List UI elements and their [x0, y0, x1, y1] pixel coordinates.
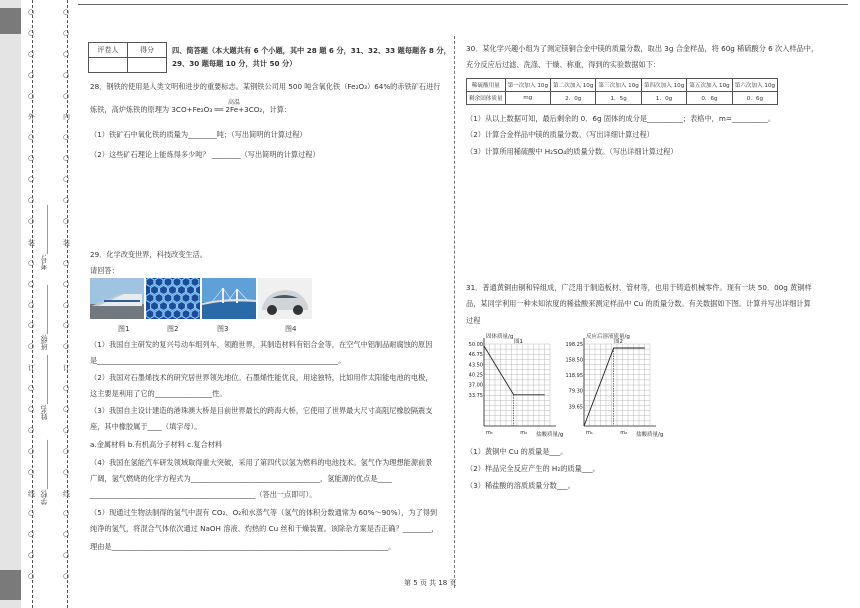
section-heading-1: 四、简答题（本大题共有 6 个小题，其中 28 题 6 分，31、32、33 题每题各 8 分， — [172, 46, 451, 55]
table-header-cell: 第一次加入 10g — [505, 79, 550, 92]
name-field: 姓名:______________ — [40, 355, 48, 421]
binding-mark: 线 — [28, 489, 35, 498]
car-image — [258, 278, 312, 319]
q29-sub3-options: a.金属材料 b.有机高分子材料 c.复合材料 — [90, 440, 223, 449]
binding-mark: ○ — [63, 384, 70, 393]
bridge-image — [202, 278, 256, 319]
y-tick-label: 37.00 — [468, 382, 483, 389]
score-head-grader: 评卷人 — [89, 43, 128, 58]
q29-sub4-b: 广阔，氢气燃烧的化学方程式为____________________________________，氢能源的优点是____ — [90, 474, 392, 483]
table-cell: 1．5g — [596, 92, 641, 105]
binding-mark: ○ — [28, 404, 35, 413]
q31-sub3: （3）稀盐酸的溶质质量分数___。 — [466, 481, 575, 490]
binding-mark: ○ — [63, 551, 70, 560]
binding-mark: ○ — [63, 216, 70, 225]
q29-sub2-a: （2）我国对石墨烯技术的研究居世界领先地位。石墨烯性能优良，用途独特，比如用作太阳能电池的电极， — [90, 373, 433, 382]
binding-mark: 外 — [28, 113, 35, 122]
q31-sub2: （2）样品完全反应产生的 H₂的质量___。 — [466, 464, 600, 473]
q29-sub5-c: 理由是_____________________________________________________________________________。 — [90, 542, 396, 551]
binding-mark: ○ — [28, 279, 35, 288]
q31-stem: 31．普通黄铜由铜和锌组成，广泛用于制造板材、管材等，也用于铸造机械零件。现有一块 50．00g 黄铜样 — [466, 283, 812, 292]
binding-mark: ○ — [28, 572, 35, 581]
caption-fig3: 图3 — [217, 325, 229, 333]
x-tick-label: m₂ — [620, 430, 628, 436]
binding-mark: ○ — [63, 91, 70, 100]
binding-mark: ○ — [63, 572, 70, 581]
q30-stem: 30．某化学兴趣小组为了测定镁铜合金中镁的质量分数，取出 3g 合金样品，将 60g 稀硫酸分 6 次入样品中， — [466, 44, 819, 53]
binding-mark: ○ — [63, 446, 70, 455]
table-cell: 0．6g — [687, 92, 732, 105]
binding-mark: ○ — [63, 28, 70, 37]
q29-sub4-c: ______________________________________________（答出一点即可）。 — [90, 490, 317, 499]
series-line — [484, 346, 545, 395]
binding-strip-bottom-block — [0, 570, 21, 600]
q28-sub2: （2）这些矿石理论上能炼得多少吨？ ________（写出简明的计算过程） — [90, 150, 320, 159]
binding-mark: ○ — [28, 175, 35, 184]
q29-sub5-a: （5）现通过生物法制得的氢气中混有 CO₂、O₂和水蒸气等（氢气的体积分数通常为 60%～90%），为了得到 — [90, 508, 438, 517]
graphene-image — [146, 278, 200, 319]
binding-mark: 订 — [63, 364, 70, 373]
q28-stem-2: 炼铁，高炉炼铁的原理为 3CO+Fe₂O₃ ══ 2Fe+3CO₂，计算： — [90, 105, 292, 114]
y-tick-label: 33.75 — [468, 392, 483, 399]
binding-mark: ○ — [63, 8, 70, 16]
binding-mark: ○ — [28, 446, 35, 455]
series-line — [584, 348, 645, 426]
q29-sub3-b: 座，其中橡胶属于____（填字母）。 — [90, 422, 202, 431]
section-heading-2: 29、30 题每题 10 分，共计 50 分） — [172, 59, 297, 68]
chart-title: 图2 — [614, 339, 623, 345]
binding-mark: ○ — [28, 91, 35, 100]
binding-mark: ○ — [28, 133, 35, 142]
caption-fig1: 图1 — [118, 325, 130, 333]
y-axis-label: 固体质量/g — [486, 334, 514, 340]
table-cell: 0．6g — [732, 92, 777, 105]
table-header-cell: 第五次加入 10g — [687, 79, 732, 92]
binding-mark: ○ — [28, 154, 35, 163]
y-tick-label: 118.95 — [565, 373, 583, 380]
x-tick-label: m₂ — [520, 430, 528, 436]
top-rule — [78, 4, 848, 5]
binding-mark: ○ — [28, 28, 35, 37]
caption-fig4: 图4 — [285, 325, 297, 333]
q30-stem-2: 充分反应后过滤、洗涤、干燥、称重，得到的实验数据如下： — [466, 60, 661, 69]
binding-mark: 装 — [63, 238, 70, 247]
binding-mark: ○ — [28, 70, 35, 79]
binding-mark: ○ — [28, 216, 35, 225]
binding-mark: ○ — [28, 384, 35, 393]
binding-mark: ○ — [28, 530, 35, 539]
q29-sub5-b: 纯净的氢气，将混合气体依次通过 NaOH 溶液、灼热的 Cu 丝和干燥装置。该除杂方案是否正确？________， — [90, 524, 439, 533]
table-header-cell: 第三次加入 10g — [596, 79, 641, 92]
binding-mark: ○ — [63, 70, 70, 79]
binding-mark: ○ — [28, 300, 35, 309]
y-tick-label: 79.30 — [568, 388, 583, 395]
binding-mark: ○ — [28, 49, 35, 58]
score-cell-score — [128, 58, 167, 73]
q29-sub1-a: （1）我国自主研发的复兴号动车组列车，领跑世界，其制造材料有铝合金等，在空气中铝制品耐腐蚀的原因 — [90, 340, 433, 349]
score-head-score: 得分 — [128, 43, 167, 58]
q30-sub3: （3）计算所用稀硫酸中 H₂SO₄的质量分数。（写出详细计算过程） — [466, 147, 678, 156]
table-header-cell: 第四次加入 10g — [641, 79, 686, 92]
q30-sub1: （1）从以上数据可知，最后剩余的 0．6g 固体的成分是__________；表格中，m=__________。 — [466, 114, 776, 123]
q29-sub2-b: 这主要是利用了它的________________性。 — [90, 389, 227, 398]
binding-mark: 装 — [28, 238, 35, 247]
column-divider — [454, 36, 455, 588]
y-tick-label: 40.25 — [468, 372, 483, 379]
binding-mark: ○ — [63, 258, 70, 267]
binding-mark: 订 — [28, 364, 35, 373]
binding-mark: ○ — [28, 509, 35, 518]
score-cell-grader — [89, 58, 128, 73]
q28-condition: 高温 — [228, 99, 241, 106]
q29-sub1-b: 是___________________________________________________________________。 — [90, 356, 346, 365]
binding-mark: 内 — [63, 113, 70, 122]
x-tick-label: m₁ — [586, 430, 593, 436]
table-cell: 1．0g — [641, 92, 686, 105]
y-tick-label: 39.65 — [568, 404, 583, 411]
y-tick-label: 43.50 — [468, 362, 483, 369]
y-tick-label: 158.50 — [565, 357, 583, 364]
binding-mark: ○ — [63, 300, 70, 309]
binding-strip — [0, 0, 21, 608]
x-axis-label: 盐酸质量/g — [636, 432, 664, 438]
binding-mark: ○ — [28, 342, 35, 351]
y-axis-label: 反应后溶液质量/g — [586, 334, 630, 340]
binding-mark: ○ — [63, 467, 70, 476]
table-header-cell: 稀硫酸用量 — [467, 79, 506, 92]
table-cell: 剩余固体质量 — [467, 92, 506, 105]
q30-data-table — [466, 78, 778, 105]
binding-mark: ○ — [63, 404, 70, 413]
table-cell: mg — [505, 92, 550, 105]
x-tick-label: m₁ — [486, 430, 493, 436]
binding-mark: ○ — [63, 279, 70, 288]
binding-mark: ○ — [28, 196, 35, 205]
q31-stem-3: 过程 — [466, 316, 481, 325]
binding-mark: ○ — [28, 258, 35, 267]
examno-field: 考号:______________ — [40, 205, 48, 271]
binding-strip-top-block — [0, 8, 21, 34]
q29-sub4-a: （4）我国在氢能汽车研发领域取得重大突破，采用了第四代以氢为燃料的电池技术。氢气作为理想能源前景 — [90, 458, 433, 467]
q30-sub2: （2）计算合金样品中镁的质量分数。（写出详细计算过程） — [466, 130, 654, 139]
binding-mark: ○ — [28, 8, 35, 16]
score-table — [88, 42, 167, 73]
train-image — [90, 278, 144, 319]
table-cell: 2．0g — [551, 92, 596, 105]
binding-mark: 线 — [63, 489, 70, 498]
q29-prompt: 请回答： — [90, 266, 119, 275]
chart-solution-mass — [562, 330, 682, 438]
q28-stem: 28．钢铁的使用是人类文明和进步的重要标志。某钢铁公司用 500 吨含氧化铁（Fe₂O₃）64%的赤铁矿石进行 — [90, 82, 441, 91]
class-field: 班级:______________ — [40, 285, 48, 351]
q31-stem-2: 品，某同学利用一种未知浓度的稀盐酸来测定样品中 Cu 的质量分数。有关数据如下图。计算并写出详细计算 — [466, 299, 811, 308]
page-footer: 第 5 页 共 18 页 — [404, 579, 457, 587]
binding-mark: ○ — [63, 425, 70, 434]
q29-stem: 29．化学改变世界，科技改变生活。 — [90, 250, 207, 259]
binding-mark: ○ — [63, 154, 70, 163]
caption-fig2: 图2 — [167, 325, 179, 333]
q31-sub1: （1）黄铜中 Cu 的质量是___。 — [466, 447, 568, 456]
table-header-cell: 第二次加入 10g — [551, 79, 596, 92]
binding-mark: ○ — [63, 509, 70, 518]
binding-mark: ○ — [28, 467, 35, 476]
school-field: 学校:______________ — [40, 440, 48, 506]
binding-mark: ○ — [63, 196, 70, 205]
chart-title: 图1 — [514, 339, 523, 345]
binding-mark: ○ — [63, 175, 70, 184]
binding-mark: ○ — [28, 321, 35, 330]
binding-mark: ○ — [28, 425, 35, 434]
binding-mark: ○ — [28, 551, 35, 560]
binding-mark: ○ — [63, 530, 70, 539]
q29-sub3-a: （3）我国自主设计建造的港珠澳大桥是目前世界最长的跨海大桥，它使用了世界最大尺寸高阻尼橡胶隔震支 — [90, 406, 433, 415]
binding-mark: ○ — [63, 342, 70, 351]
y-tick-label: 50.00 — [468, 342, 483, 348]
x-axis-label: 盐酸质量/g — [536, 432, 564, 438]
y-tick-label: 46.75 — [468, 352, 483, 359]
table-header-cell: 第六次加入 10g — [732, 79, 777, 92]
binding-mark: ○ — [63, 49, 70, 58]
y-tick-label: 198.25 — [565, 342, 583, 348]
q28-sub1: （1）铁矿石中氧化铁的质量为________吨；（写出简明的计算过程） — [90, 130, 307, 139]
binding-mark: ○ — [63, 133, 70, 142]
binding-mark: ○ — [63, 321, 70, 330]
